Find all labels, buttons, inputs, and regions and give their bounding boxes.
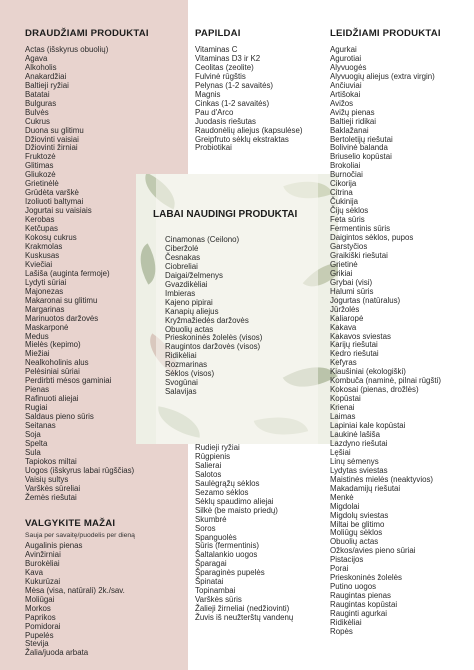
supplements-list (195, 46, 302, 153)
list-item: Varškės sūreliai (25, 483, 81, 493)
list-item: Rugiai (25, 403, 48, 413)
list-item: Kukurūzai (25, 576, 61, 586)
list-item: Spanguolės (195, 532, 237, 542)
list-item: Bulguras (25, 98, 57, 108)
list-item: Alyvuogių aliejus (extra virgin) (330, 71, 435, 81)
list-item: Porai (330, 564, 349, 574)
list-item: Gliukozė (25, 170, 56, 180)
list-item: Sula (25, 447, 41, 457)
list-item: Magnis (195, 89, 221, 99)
list-item: Baltieji ryžiai (25, 80, 69, 90)
list-item: Laukinė lašiša (330, 429, 381, 439)
list-item: Raugintos daržovės (visos) (165, 342, 261, 352)
list-item: Ropės (330, 626, 353, 636)
list-item: Makadamijų riešutai (330, 483, 401, 493)
list-item: Moliūgai (25, 594, 55, 604)
list-item: Lašiša (auginta fermoje) (25, 268, 110, 278)
list-item: Avižų pienas (330, 107, 375, 117)
list-item: Marinuotos daržovės (25, 313, 99, 323)
list-item: Obuolių actas (330, 537, 379, 547)
list-item: Majonezas (25, 286, 64, 296)
list-item: Krienai (330, 403, 355, 413)
list-item: Briuselio kopūstai (330, 152, 392, 162)
list-item: Kefyras (330, 358, 357, 368)
list-item: Pienas (25, 385, 50, 395)
list-item: Seitanas (25, 421, 56, 431)
list-item: Agava (25, 53, 48, 63)
list-item: Baltieji ridikai (330, 116, 377, 126)
list-item: Čukinija (330, 197, 359, 207)
list-item: Cikorija (330, 179, 357, 189)
list-item: Izoliuoti baltymai (25, 197, 84, 207)
eat-little-subtitle: Sauja per savaitę/puodelis per dieną (25, 532, 135, 539)
forbidden-list (25, 46, 134, 503)
list-item: Margarinas (25, 304, 65, 314)
list-item: Moliūgų sėklos (330, 528, 383, 538)
list-item: Cinkas (1-2 savaitės) (195, 98, 270, 108)
list-item: Actas (išskyrus obuolių) (25, 45, 109, 54)
list-item: Salotos (195, 469, 222, 479)
list-item: Halumi sūris (330, 286, 374, 296)
list-item: Saldaus pieno sūris (25, 412, 94, 422)
list-item: Obuolių actas (165, 324, 214, 334)
list-item: Graikiški riešutai (330, 250, 388, 260)
list-item: Miežiai (25, 349, 50, 359)
list-item: Rafinuoti aliejai (25, 394, 79, 404)
list-item: Šaltalankio uogos (195, 550, 258, 560)
list-item: Cinamonas (Ceilono) (165, 235, 240, 244)
list-item: Migdolų sviestas (330, 510, 389, 520)
list-item: Maistinės mielės (neaktyvios) (330, 474, 434, 484)
list-item: Migdolai (330, 501, 360, 511)
list-item: Žuvis iš neužterštų vandenų (195, 613, 294, 623)
list-item: Menkė (330, 492, 354, 502)
list-item: Glitimas (25, 161, 54, 171)
list-item: Paprikos (25, 612, 56, 622)
list-item: Svogūnai (165, 378, 198, 388)
list-item: Pupelės (25, 630, 54, 640)
list-item: Juodasis riešutas (195, 116, 256, 126)
list-item: Lydytas sviestas (330, 465, 388, 475)
list-item: Žalia/juoda arbata (25, 648, 89, 658)
list-item: Fulvinė rūgštis (195, 71, 246, 81)
list-item: Kuskusas (25, 250, 60, 260)
list-item: Makaronai su glitimu (25, 295, 98, 305)
list-item: Pelėsiniai sūriai (25, 367, 80, 377)
forbidden-heading: DRAUDŽIAMI PRODUKTAI (25, 28, 149, 39)
list-item: Grikiai (330, 268, 353, 278)
list-item: Jogurtai su vaisiais (25, 206, 92, 216)
list-item: Avinžirniai (25, 549, 61, 559)
list-item: Ceolitas (zeolite) (195, 62, 254, 72)
beneficial-list (165, 236, 262, 397)
list-item: Feta sūris (330, 215, 365, 225)
list-item: Ridikėliai (165, 351, 197, 361)
list-item: Rūgpienis (195, 451, 231, 461)
list-item: Alyvuogės (330, 62, 367, 72)
list-item: Nealkoholinis alus (25, 358, 89, 368)
list-item: Ketčupas (25, 224, 58, 234)
list-item: Bertoletijų riešutai (330, 134, 393, 144)
list-item: Fruktozė (25, 152, 56, 162)
list-item: Medus (25, 331, 49, 341)
list-item: Imbieras (165, 288, 196, 298)
list-item: Silkė (be maisto priedų) (195, 505, 278, 515)
list-item: Pomidorai (25, 621, 61, 631)
beneficial-list-continued (195, 444, 293, 623)
eat-little-list (25, 542, 125, 658)
list-item: Soja (25, 429, 41, 439)
list-item: Artišokai (330, 89, 361, 99)
list-item: Soros (195, 523, 216, 533)
list-item: Speltа (25, 438, 48, 448)
list-item: Bolivinė balanda (330, 143, 388, 153)
list-item: Čijų sėklos (330, 206, 369, 216)
list-item: Grybai (visi) (330, 277, 373, 287)
list-item: Kedro riešutai (330, 349, 379, 359)
list-item: Šparagai (195, 559, 227, 569)
list-item: Salierai (195, 460, 222, 470)
list-item: Kokosų cukrus (25, 233, 77, 243)
list-item: Duona su glitimu (25, 125, 84, 135)
list-item: Burnočiai (330, 170, 363, 180)
list-item: Lapiniai kale kopūstai (330, 421, 406, 431)
list-item: Topinambai (195, 586, 236, 596)
list-item: Česnakas (165, 252, 201, 262)
list-item: Alkoholis (25, 62, 57, 72)
list-item: Bulvės (25, 107, 49, 117)
list-item: Burokėliai (25, 558, 60, 568)
list-item: Uogos (išskyrus labai rūgščias) (25, 465, 135, 475)
list-item: Perdirbti mėsos gaminiai (25, 376, 112, 386)
list-item: Ciobreliai (165, 261, 198, 271)
list-item: Pelynas (1-2 savaitės) (195, 80, 274, 90)
list-item: Miltai be glitimo (330, 519, 385, 529)
list-item: Sezamo sėklos (195, 487, 249, 497)
list-item: Kaliaropė (330, 313, 364, 323)
list-item: Skumbrė (195, 514, 227, 524)
list-item: Garstyčios (330, 241, 368, 251)
list-item: Karijų riešutai (330, 340, 378, 350)
beneficial-heading: LABAI NAUDINGI PRODUKTAI (153, 209, 298, 220)
list-item: Krakmolas (25, 241, 63, 251)
list-item: Grietinė (330, 259, 358, 269)
list-item: Baklažanai (330, 125, 369, 135)
list-item: Grietinėlė (25, 179, 59, 189)
list-item: Vitaminas D3 ir K2 (195, 53, 261, 63)
list-item: Kerobas (25, 215, 55, 225)
allowed-heading: LEIDŽIAMI PRODUKTAI (330, 28, 441, 39)
list-item: Sėklų spaudimo aliejai (195, 496, 274, 506)
list-item: Agurotiai (330, 53, 362, 63)
list-item: Salavijas (165, 387, 197, 397)
list-item: Avižos (330, 98, 354, 108)
list-item: Vaisių sultys (25, 474, 69, 484)
list-item: Špinatai (195, 577, 224, 587)
allowed-list (330, 46, 441, 637)
list-item: Ciberžolė (165, 243, 199, 253)
list-item: Ridikėliai (330, 618, 362, 627)
list-item: Agurkai (330, 45, 357, 54)
list-item: Kopūstai (330, 394, 361, 404)
list-item: Sūris (fermentinis) (195, 541, 260, 551)
list-item: Stevija (25, 639, 49, 649)
list-item: Grūdėta varškė (25, 188, 79, 198)
list-item: Kombuča (naminė, pilnai rūgšti) (330, 376, 441, 386)
list-item: Kajeno pipirai (165, 297, 213, 307)
list-item: Morkos (25, 603, 51, 613)
list-item: Tapiokos miltai (25, 456, 77, 466)
list-item: Šparaginės pupelės (195, 568, 265, 578)
list-item: Maskarponė (25, 322, 69, 332)
list-item: Cukrus (25, 116, 50, 126)
list-item: Probiotikai (195, 143, 232, 153)
list-item: Kakavos sviestas (330, 331, 391, 341)
supplements-heading: PAPILDAI (195, 28, 241, 39)
list-item: Daigai/želmenys (165, 270, 223, 280)
list-item: Anakardžiai (25, 71, 67, 81)
list-item: Sėklos (visos) (165, 369, 215, 379)
list-item: Jogurtas (natūralus) (330, 295, 401, 305)
list-item: Fermentinis sūris (330, 224, 391, 234)
list-item: Kanapių aliejus (165, 306, 219, 316)
list-item: Kava (25, 567, 43, 577)
list-item: Kryžmažiedės daržovės (165, 315, 249, 325)
list-item: Ančiuviai (330, 80, 362, 90)
list-item: Lydyti sūriai (25, 277, 67, 287)
list-item: Linų sėmenys (330, 456, 379, 466)
list-item: Laimas (330, 412, 356, 422)
list-item: Mėsa (visa, natūrali) 2k./sav. (25, 585, 125, 595)
list-item: Vitaminas C (195, 45, 238, 54)
list-item: Raugintas kopūstai (330, 600, 398, 610)
list-item: Lazdyno riešutai (330, 438, 388, 448)
list-item: Kiaušiniai (ekologiški) (330, 367, 406, 377)
list-item: Jūržolės (330, 304, 360, 314)
list-item: Kviečiai (25, 259, 53, 269)
list-item: Ožkos/avies pieno sūriai (330, 546, 416, 556)
list-item: Raudonėlių aliejus (kapsulėse) (195, 125, 303, 135)
list-item: Citrina (330, 188, 353, 198)
list-item: Kokosai (pienas, drožlės) (330, 385, 419, 395)
list-item: Lęšiai (330, 447, 351, 457)
list-item: Rauginti agurkai (330, 609, 388, 619)
list-item: Pistacijos (330, 555, 364, 565)
list-item: Putino uogos (330, 582, 377, 592)
list-item: Prieskoninės žolelės (330, 573, 402, 583)
list-item: Brokoliai (330, 161, 361, 171)
list-item: Saulėgrąžų sėklos (195, 478, 260, 488)
list-item: Mielės (kepimo) (25, 340, 81, 350)
list-item: Kakava (330, 322, 357, 332)
list-item: Rozmarinas (165, 360, 208, 370)
list-item: Batatai (25, 89, 50, 99)
list-item: Varškės sūris (195, 595, 242, 605)
list-item: Džiovinti žirniai (25, 143, 78, 153)
list-item: Pau d'Arco (195, 107, 234, 117)
list-item: Prieskoninės žolelės (visos) (165, 333, 263, 343)
list-item: Daigintos sėklos, pupos (330, 233, 414, 243)
list-item: Rudieji ryžiai (195, 443, 240, 452)
list-item: Gvazdikėliai (165, 279, 208, 289)
list-item: Raugintas pienas (330, 591, 391, 601)
list-item: Džiovinti vaisiai (25, 134, 79, 144)
list-item: Greipfruto sėklų ekstraktas (195, 134, 289, 144)
list-item: Žalieji žirneliai (nedžiovinti) (195, 604, 290, 614)
eat-little-heading: VALGYKITE MAŽAI (25, 518, 116, 529)
list-item: Žemės riešutai (25, 492, 77, 502)
list-item: Augalinis pienas (25, 541, 83, 550)
